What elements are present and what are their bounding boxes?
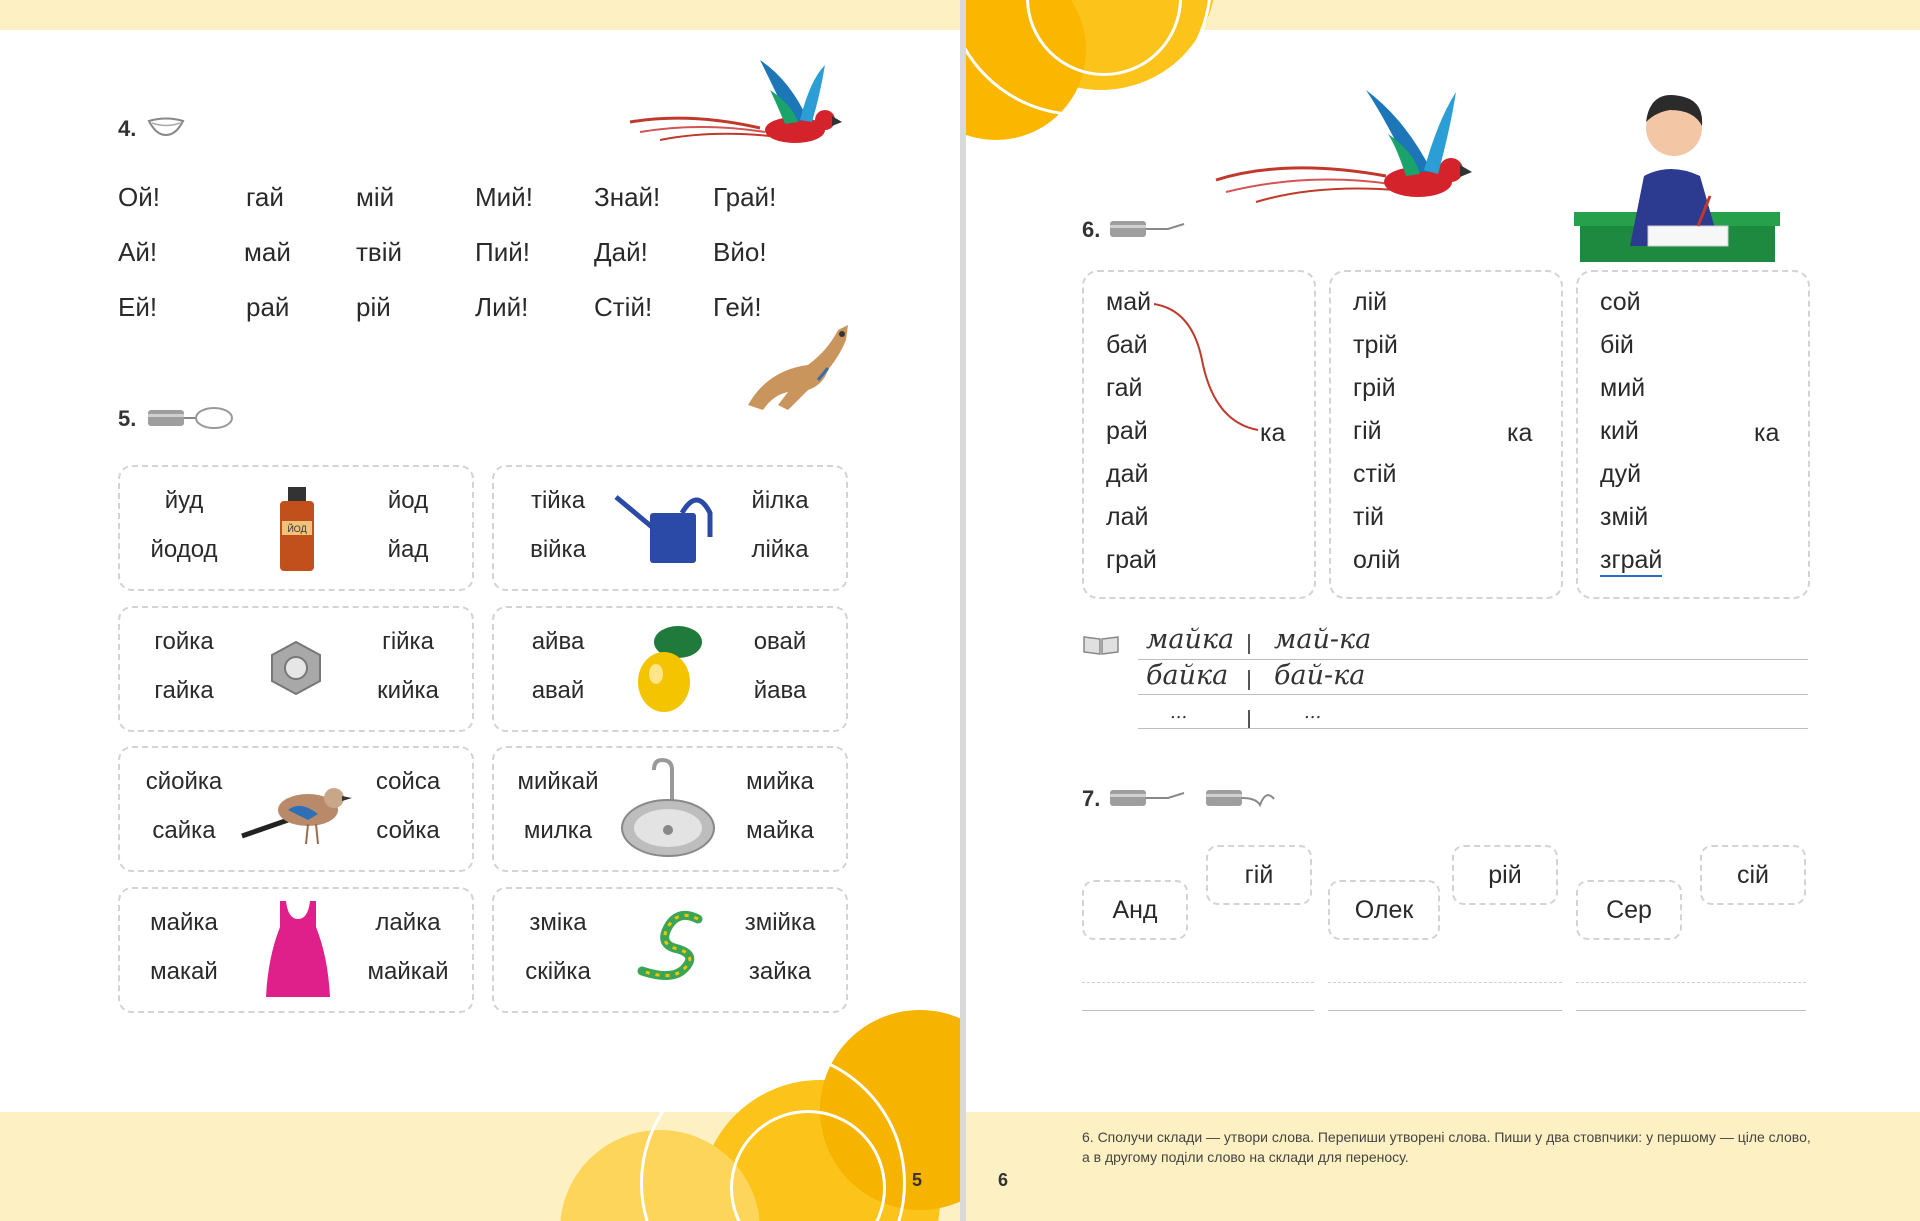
separator [1248, 710, 1250, 728]
ex4-word: рай [246, 292, 290, 322]
ex4-word: Мий! [475, 182, 533, 212]
card-word: овай [753, 628, 807, 655]
separator [1248, 634, 1250, 654]
boy-writing-icon [1570, 76, 1780, 266]
word-card-quince [492, 606, 848, 732]
separator [1248, 670, 1250, 690]
exercise-6-number: 6. [1082, 217, 1101, 242]
handwritten-word: байка [1146, 660, 1229, 691]
word-card-snake [492, 887, 848, 1013]
suffix: ка [1260, 419, 1286, 447]
syllable-column-3 [1576, 270, 1810, 599]
answer-line [1576, 1010, 1806, 1011]
writing-line [1138, 728, 1808, 729]
syllable: бій [1600, 331, 1634, 359]
exercise-5-number: 5. [118, 406, 137, 431]
connecting-line [1152, 300, 1262, 440]
card-word: милка [523, 817, 593, 844]
ex4-word: Знай! [594, 182, 661, 212]
syllable: трій [1353, 331, 1398, 359]
card-word: гойка [154, 628, 214, 655]
ex4-word: Ай! [118, 237, 158, 267]
syllable-chip: Сер [1576, 880, 1682, 940]
card-word: макай [150, 958, 218, 985]
sink-icon [618, 756, 718, 862]
syllable-chip: сій [1700, 845, 1806, 905]
syllable-column-1 [1082, 270, 1316, 599]
syllable: гій [1353, 417, 1382, 445]
card-word: йуд [164, 487, 204, 514]
card-word: йава [753, 677, 807, 704]
card-word: мийка [746, 768, 814, 795]
word-card-watering-can [492, 465, 848, 591]
syllable: тій [1353, 503, 1384, 531]
syllable: олій [1353, 546, 1401, 574]
card-word: війка [530, 536, 586, 563]
bottle-label: ЙОД [287, 524, 307, 534]
card-word: лайка [375, 909, 441, 936]
syllable-chip: Олек [1328, 880, 1440, 940]
syllable: рай [1106, 417, 1148, 445]
card-word: скійка [525, 958, 591, 985]
ex4-word: Лий! [475, 292, 529, 322]
answer-line [1328, 1010, 1562, 1011]
card-word: кийка [377, 677, 439, 704]
handwritten-split: май-ка [1274, 624, 1372, 655]
snake-icon [628, 909, 708, 989]
syllable-chip: рій [1452, 845, 1558, 905]
handwritten-word: ... [1170, 702, 1188, 723]
exercise-7-number: 7. [1082, 786, 1101, 811]
syllable: мий [1600, 374, 1646, 402]
ex4-word: Стій! [594, 292, 653, 322]
card-word: майкай [367, 958, 449, 985]
card-word: майка [746, 817, 814, 844]
ex4-word: май [244, 237, 291, 267]
syllable: дуй [1600, 460, 1642, 488]
nut-icon [266, 638, 326, 698]
syllable: гай [1106, 374, 1143, 402]
syllable: бай [1106, 331, 1148, 359]
answer-line [1328, 982, 1562, 983]
word-card-jay [118, 746, 474, 872]
card-word: зайка [748, 958, 812, 985]
answer-line [1082, 1010, 1314, 1011]
magnifier-icon [146, 404, 236, 432]
ex4-word: Вйо! [713, 237, 767, 267]
ex4-word: Дай! [594, 237, 648, 267]
card-word: сйойка [145, 768, 223, 795]
syllable: кий [1600, 417, 1639, 445]
tank-top-icon [258, 897, 338, 1005]
pencil-icon [1108, 216, 1188, 242]
ex4-word: твій [356, 237, 403, 267]
jay-bird-icon [238, 770, 358, 850]
right-page [966, 0, 1920, 1221]
syllable-chip: Анд [1082, 880, 1188, 940]
syllable: грій [1353, 374, 1396, 402]
word-card-tank-top [118, 887, 474, 1013]
syllable: май [1106, 288, 1152, 316]
top-band [0, 0, 960, 30]
ex4-word: Грай! [713, 182, 777, 212]
card-word: тійка [530, 487, 586, 514]
card-word: йад [387, 536, 429, 563]
handwritten-split: ... [1304, 702, 1322, 723]
card-word: зміка [529, 909, 587, 936]
card-word: авай [531, 677, 585, 704]
suffix: ка [1507, 419, 1533, 447]
card-word: змійка [744, 909, 816, 936]
syllable: лай [1106, 503, 1149, 531]
handwritten-split: бай-ка [1274, 660, 1366, 691]
ex4-word: Пий! [475, 237, 530, 267]
syllable: лій [1353, 288, 1388, 316]
ex4-word: Гей! [713, 292, 762, 322]
syllable: сой [1600, 288, 1641, 316]
ex4-word: Ей! [118, 292, 158, 322]
writing-line [1138, 659, 1808, 660]
syllable: дай [1106, 460, 1149, 488]
ex4-word: Ой! [118, 182, 160, 212]
answer-line [1576, 982, 1806, 983]
pencil-icon [1108, 785, 1188, 811]
syllable: стій [1353, 460, 1397, 488]
ex4-word: гай [246, 182, 284, 212]
answer-line [1082, 982, 1314, 983]
syllable: грай [1106, 546, 1157, 574]
card-word: гійка [382, 628, 434, 655]
handwritten-word: майка [1146, 624, 1235, 655]
parrot-icon [620, 50, 860, 150]
dog-icon [728, 310, 868, 430]
footnote: 6. Сполучи склади — утвори слова. Перепиши утворені слова. Пиши у два стовпчики: у першому — ціле слово, а в другому поділи слово на склади для переносу. [1082, 1129, 1811, 1165]
ex4-word: рій [356, 292, 391, 322]
card-word: йілка [751, 487, 809, 514]
pencil-icon [1204, 785, 1284, 811]
card-word: йодод [150, 536, 218, 563]
syllable-chip: гій [1206, 845, 1312, 905]
card-word: сойса [375, 768, 441, 795]
parrot-icon [1206, 80, 1486, 210]
exercise-4-number: 4. [118, 116, 137, 141]
book-icon [1082, 634, 1120, 656]
card-word: мийкай [517, 768, 599, 795]
suffix: ка [1754, 419, 1780, 447]
writing-line [1138, 694, 1808, 695]
ex4-word: мій [356, 182, 395, 212]
syllable-column-2 [1329, 270, 1563, 599]
quince-icon [632, 620, 712, 720]
card-word: гайка [154, 677, 214, 704]
mouth-icon [146, 116, 186, 138]
card-word: сайка [152, 817, 216, 844]
syllable: зграй [1600, 546, 1662, 577]
iodine-bottle-icon [272, 485, 322, 575]
card-word: йод [387, 487, 429, 514]
syllable: змій [1600, 503, 1649, 531]
card-word: майка [150, 909, 218, 936]
word-card-nut [118, 606, 474, 732]
watering-can-icon [612, 487, 722, 567]
word-card-iodine [118, 465, 474, 591]
card-word: сойка [376, 817, 440, 844]
card-word: айва [531, 628, 585, 655]
page-number-left: 5 [912, 1170, 923, 1190]
card-word: лійка [751, 536, 809, 563]
page-number-right: 6 [998, 1170, 1009, 1190]
word-card-sink [492, 746, 848, 872]
